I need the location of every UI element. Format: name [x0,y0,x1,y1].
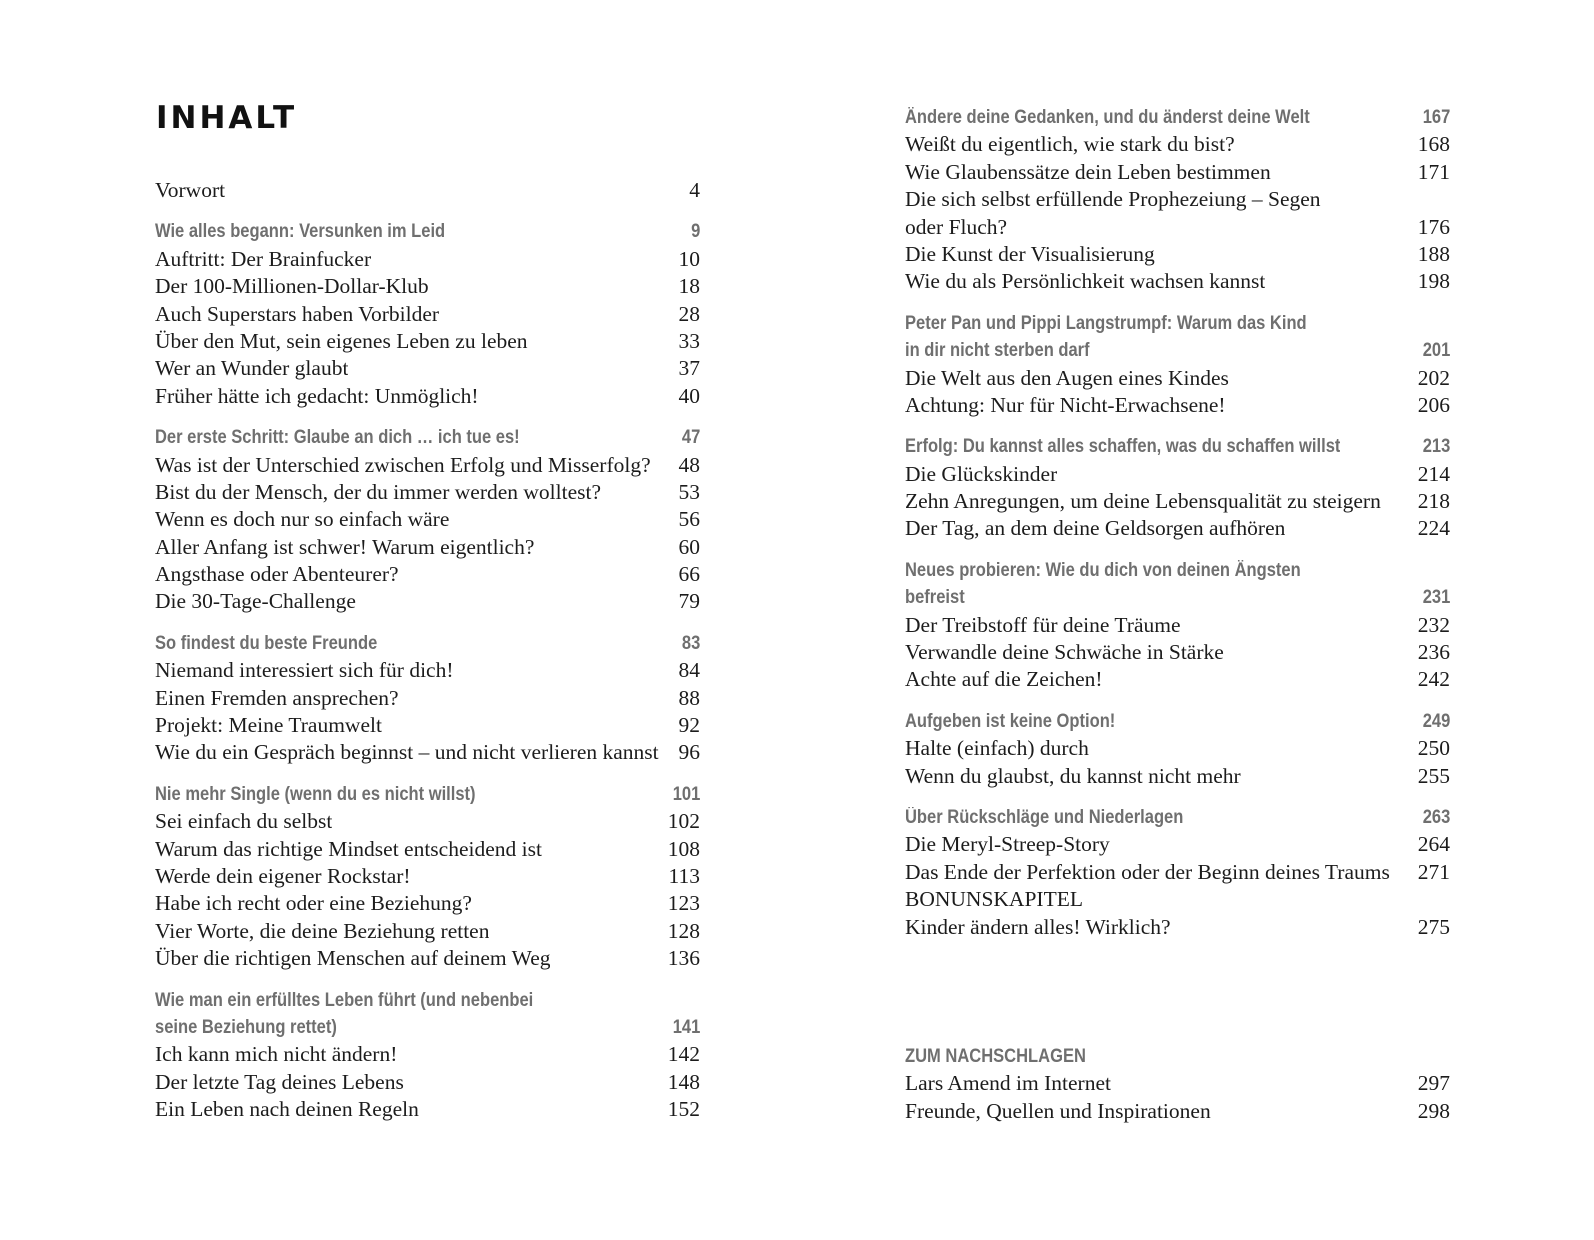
entry-title: Sei einfach du selbst [155,809,333,834]
toc-entry [155,739,700,766]
toc-chapter-heading [155,630,700,657]
toc-section [155,177,700,204]
page-number: 136 [667,946,700,971]
entry-title: Bist du der Mensch, der du immer werden wolltest? [155,479,602,504]
toc-entry [905,735,1450,762]
page-number: 148 [667,1069,700,1094]
chapter-title: Wie alles begann: Versunken im Leid [155,221,446,243]
entry-title: Die Kunst der Visualisierung [905,241,1155,266]
chapter-title: Nie mehr Single (wenn du es nicht willst) [155,783,476,805]
page-number: 213 [1422,436,1451,458]
entry-title: Kinder ändern alles! Wirklich? [905,914,1171,939]
chapter-title: Ändere deine Gedanken, und du änderst deine Welt [905,106,1310,128]
toc-entry [905,461,1450,488]
entry-title: Achte auf die Zeichen! [905,667,1103,692]
entry-title: Der letzte Tag deines Lebens [155,1069,404,1094]
page-number: 198 [1417,269,1450,294]
page-number: 128 [667,918,700,943]
toc-entry [905,159,1450,186]
toc-entry [905,666,1450,693]
toc-section [905,310,1450,420]
toc-entry [905,886,1450,913]
page-number: 10 [678,246,700,271]
toc-section [905,1043,1450,1125]
toc-section [905,804,1450,941]
toc-entry [905,612,1450,639]
page-number: 264 [1417,832,1450,857]
toc-section [155,781,700,973]
toc-entry [155,328,700,355]
chapter-title: Neues probieren: Wie du dich von deinen Ängsten [905,559,1301,581]
page-number: 37 [678,356,700,381]
page-number: 60 [678,534,700,559]
entry-title: Vorwort [155,177,226,202]
entry-title: Werde dein eigener Rockstar! [155,863,411,888]
page-number: 92 [678,713,700,738]
toc-entry [155,1069,700,1096]
entry-title: Auftritt: Der Brainfucker [155,246,372,271]
page-number: 275 [1417,914,1450,939]
toc-entry [905,268,1450,295]
entry-title: Lars Amend im Internet [905,1071,1111,1096]
toc-entry [905,1070,1450,1097]
page-number: 224 [1417,516,1450,541]
toc-entry [155,712,700,739]
entry-title: oder Fluch? [905,214,1008,239]
page-number: 66 [678,562,700,587]
toc-entry [905,214,1450,241]
entry-title: Der Tag, an dem deine Geldsorgen aufhören [905,516,1286,541]
page-number: 171 [1417,159,1450,184]
page-number: 297 [1417,1071,1450,1096]
entry-title: Weißt du eigentlich, wie stark du bist? [905,132,1235,157]
page-number: 56 [678,507,700,532]
toc-entry [905,639,1450,666]
toc-section [905,104,1450,296]
page-number: 176 [1417,214,1450,239]
toc-entry [155,506,700,533]
toc-entry [905,241,1450,268]
toc-entry [155,177,700,204]
entry-title: Freunde, Quellen und Inspirationen [905,1098,1211,1123]
toc-entry [155,479,700,506]
toc-entry [155,863,700,890]
toc-entry [905,131,1450,158]
entry-title: Zehn Anregungen, um deine Lebensqualität zu steigern [905,489,1381,514]
page-number: 298 [1417,1098,1450,1123]
page-number: 142 [667,1042,700,1067]
toc-chapter-heading [155,218,700,245]
toc-chapter-heading [155,987,700,1014]
page-number: 88 [678,685,700,710]
toc-entry [155,588,700,615]
page-number: 9 [691,221,701,243]
entry-title: Die Meryl-Streep-Story [905,832,1110,857]
entry-title: Ein Leben nach deinen Regeln [155,1097,419,1122]
page-number: 218 [1417,489,1450,514]
page-number: 206 [1417,392,1450,417]
entry-title: Angsthase oder Abenteurer? [155,562,399,587]
toc-entry [155,657,700,684]
toc-entry [905,488,1450,515]
chapter-title: in dir nicht sterben darf [905,340,1090,362]
entry-title: Halte (einfach) durch [905,736,1089,761]
toc-entry [155,301,700,328]
entry-title: Wer an Wunder glaubt [155,356,349,381]
toc-section [905,433,1450,543]
entry-title: Wenn du glaubst, du kannst nicht mehr [905,763,1241,788]
toc-right-column [905,104,1450,1139]
toc-chapter-heading [905,433,1450,460]
toc-entry [155,808,700,835]
toc-entry [155,383,700,410]
toc-entry [155,836,700,863]
toc-entry [155,534,700,561]
page-number: 167 [1422,106,1451,128]
page-number: 123 [667,891,700,916]
chapter-title: Der erste Schritt: Glaube an dich … ich tue es! [155,427,520,449]
entry-title: Der 100-Millionen-Dollar-Klub [155,274,429,299]
entry-title: Habe ich recht oder eine Beziehung? [155,891,472,916]
toc-section [155,630,700,767]
entry-title: Wie Glaubenssätze dein Leben bestimmen [905,159,1271,184]
page-title: INHALT [156,100,298,136]
toc-entry [155,452,700,479]
entry-title: Einen Fremden ansprechen? [155,685,399,710]
page-number: 108 [667,836,700,861]
entry-title: Die 30-Tage-Challenge [155,589,356,614]
entry-title: Verwandle deine Schwäche in Stärke [905,640,1224,665]
toc-entry [155,246,700,273]
page-number: 236 [1417,640,1450,665]
chapter-title: Wie man ein erfülltes Leben führt (und nebenbei [155,989,534,1011]
chapter-title: befreist [905,587,965,609]
toc-section [905,557,1450,694]
page-number: 102 [667,809,700,834]
page-number: 18 [678,274,700,299]
chapter-title: So findest du beste Freunde [155,632,378,654]
entry-title: BONUNSKAPITEL [905,887,1083,912]
page-number: 214 [1417,461,1450,486]
page-number: 232 [1417,612,1450,637]
toc-entry [905,831,1450,858]
page-number: 141 [672,1016,701,1038]
entry-title: Projekt: Meine Traumwelt [155,713,382,738]
page-number: 263 [1422,806,1451,828]
chapter-title: Peter Pan und Pippi Langstrumpf: Warum das Kind [905,312,1307,334]
page-number: 28 [678,301,700,326]
chapter-title: Erfolg: Du kannst alles schaffen, was du schaffen willst [905,436,1341,458]
toc-left-column [155,177,700,1138]
entry-title: Das Ende der Perfektion oder der Beginn deines Traums [905,859,1390,884]
entry-title: Wie du als Persönlichkeit wachsen kannst [905,269,1266,294]
chapter-title: ZUM NACHSCHLAGEN [905,1045,1086,1067]
page-number: 202 [1417,365,1450,390]
toc-chapter-heading [905,1043,1450,1070]
toc-entry [905,515,1450,542]
entry-title: Warum das richtige Mindset entscheidend ist [155,836,542,861]
entry-title: Früher hätte ich gedacht: Unmöglich! [155,383,479,408]
toc-chapter-heading [155,781,700,808]
toc-entry [155,1096,700,1123]
toc-entry [155,685,700,712]
toc-section [155,987,700,1124]
toc-chapter-heading [905,337,1450,364]
entry-title: Aller Anfang ist schwer! Warum eigentlich? [155,534,535,559]
toc-entry [155,890,700,917]
entry-title: Auch Superstars haben Vorbilder [155,301,440,326]
page-number: 168 [1417,132,1450,157]
page-number: 113 [668,863,700,888]
page-number: 96 [678,740,700,765]
page-number: 188 [1417,241,1450,266]
page-number: 231 [1422,587,1451,609]
page-number: 101 [672,783,701,805]
entry-title: Vier Worte, die deine Beziehung retten [155,918,490,943]
entry-title: Die Glückskinder [905,461,1058,486]
entry-title: Niemand interessiert sich für dich! [155,658,454,683]
entry-title: Über die richtigen Menschen auf deinem Weg [155,946,551,971]
toc-entry [905,365,1450,392]
toc-entry [155,273,700,300]
entry-title: Ich kann mich nicht ändern! [155,1042,398,1067]
toc-section [905,708,1450,790]
chapter-title: seine Beziehung rettet) [155,1016,337,1038]
entry-title: Die Welt aus den Augen eines Kindes [905,365,1229,390]
page-number: 152 [667,1097,700,1122]
entry-title: Was ist der Unterschied zwischen Erfolg und Misserfolg? [155,452,651,477]
toc-chapter-heading [155,1014,700,1041]
entry-title: Wie du ein Gespräch beginnst – und nicht verlieren kannst [155,740,659,765]
toc-chapter-heading [905,708,1450,735]
toc-chapter-heading [905,804,1450,831]
entry-title: Der Treibstoff für deine Träume [905,612,1181,637]
toc-section [155,218,700,410]
page-number: 249 [1422,710,1451,732]
page-number: 250 [1417,736,1450,761]
entry-title: Wenn es doch nur so einfach wäre [155,507,450,532]
toc-chapter-heading [905,557,1450,584]
page-number: 83 [681,632,701,654]
page-number: 4 [689,177,700,202]
toc-entry [905,186,1450,213]
toc-chapter-heading [905,584,1450,611]
page-number: 201 [1422,340,1451,362]
toc-entry [155,561,700,588]
toc-entry [155,1041,700,1068]
toc-entry [905,859,1450,886]
chapter-title: Über Rückschläge und Niederlagen [905,806,1184,828]
toc-chapter-heading [905,310,1450,337]
toc-entry [155,945,700,972]
toc-section [155,424,700,616]
page-number: 79 [678,589,700,614]
page-number: 48 [678,452,700,477]
page-number: 33 [678,328,700,353]
toc-entry [905,392,1450,419]
toc-entry [155,355,700,382]
page-number: 53 [678,479,700,504]
toc-entry [155,918,700,945]
toc-chapter-heading [905,104,1450,131]
chapter-title: Aufgeben ist keine Option! [905,710,1116,732]
page-number: 40 [678,383,700,408]
entry-title: Die sich selbst erfüllende Prophezeiung – Segen [905,187,1321,212]
toc-chapter-heading [155,424,700,451]
page-number: 242 [1417,667,1450,692]
page-number: 47 [681,427,701,449]
page-number: 271 [1417,859,1450,884]
toc-entry [905,914,1450,941]
page-number: 84 [678,658,700,683]
toc-entry [905,1098,1450,1125]
entry-title: Achtung: Nur für Nicht-Erwachsene! [905,392,1226,417]
entry-title: Über den Mut, sein eigenes Leben zu leben [155,328,528,353]
toc-entry [905,763,1450,790]
page-number: 255 [1417,763,1450,788]
